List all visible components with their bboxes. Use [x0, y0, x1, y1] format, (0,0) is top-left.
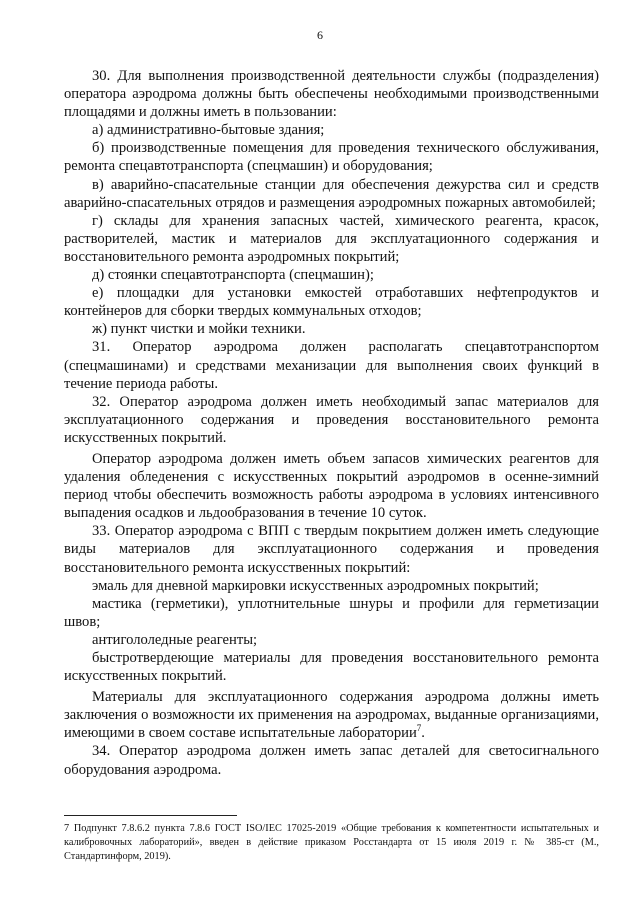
paragraph-34: 34. Оператор аэродрома должен иметь запас деталей для светосигнального оборудования аэродрома.: [64, 743, 599, 778]
material-item-fastset: быстротвердеющие материалы для проведения восстановительного ремонта искусственных покрытий.: [64, 650, 599, 685]
list-item-a: а) административно-бытовые здания;: [92, 122, 325, 139]
paragraph-33: 33. Оператор аэродрома с ВПП с твердым покрытием должен иметь следующие виды материалов для эксплуатационного содержания и проведения восстановительного ремонта искусственных покрытий:: [64, 523, 599, 576]
material-item-antiice: антигололедные реагенты;: [92, 631, 258, 648]
list-item-v: в) аварийно-спасательные станции для обеспечения дежурства сил и средств аварийно-спасательных отрядов и размещения аэродромных пожарных автомобилей;: [64, 176, 599, 211]
footnote-divider: [64, 815, 237, 816]
material-item-enamel: эмаль для дневной маркировки искусственных аэродромных покрытий;: [92, 577, 539, 594]
page-number: 6: [317, 28, 323, 42]
list-item-g: г) склады для хранения запасных частей, химического реагента, красок, растворителей, мастик и материалов для эксплуатационного содержания и восстановительного ремонта аэродромных покрытий;: [64, 212, 599, 265]
paragraph-33-conclusions: Материалы для эксплуатационного содержания аэродрома должны иметь заключения о возможности их применения на аэродромах, выданные организациями, имеющими в своем составе испытательные лаборатории$^7$.: [64, 689, 599, 742]
document-body: [64, 67, 599, 779]
paragraph-33-conclusions-text: Материалы для эксплуатационного содержания аэродрома должны иметь заключения о возможности их применения на аэродромах, выданные организациями, имеющими в своем составе испытательные лаборатории: [64, 689, 599, 742]
list-item-b: б) производственные помещения для проведения технического обслуживания, ремонта спецавтотранспорта (спецмашин) и оборудования;: [64, 140, 599, 175]
footnote-reference: 7: [416, 723, 422, 734]
list-item-zh: ж) пункт чистки и мойки техники.: [92, 321, 306, 338]
paragraph-31: 31. Оператор аэродрома должен располагать спецавтотранспортом (спецмашинами) и средствами механизации для выполнения своих функций в течение периода работы.: [64, 339, 599, 392]
list-item-e: е) площадки для установки емкостей отработавших нефтепродуктов и контейнеров для сборки твердых коммунальных отходов;: [64, 285, 599, 320]
material-item-mastic: мастика (герметики), уплотнительные шнуры и профили для герметизации швов;: [64, 595, 599, 630]
paragraph-30: 30. Для выполнения производственной деятельности службы (подразделения) оператора аэродрома должны быть обеспечены необходимыми производственными площадями и должны иметь в пользовании:: [64, 68, 599, 121]
list-item-d: д) стоянки спецавтотранспорта (спецмашин);: [92, 267, 374, 284]
footnote-text: 7 Подпункт 7.8.6.2 пункта 7.8.6 ГОСТ ISO/IEC 17025-2019 «Общие требования к компетентности испытательных и калибровочных лабораторий», введен в действие приказом Росстандарта от 15 июля 2019 г. № 385-ст (М., Стандартинформ, 2019).: [64, 823, 599, 862]
paragraph-32: 32. Оператор аэродрома должен иметь необходимый запас материалов для эксплуатационного содержания и проведения восстановительного ремонта искусственных покрытий.: [64, 393, 599, 446]
paragraph-32-reagents: Оператор аэродрома должен иметь объем запасов химических реагентов для удаления обледенения с искусственных покрытий аэродромов в осенне-зимний период чтобы обеспечить возможность работы аэродрома в условиях интенсивного выпадения осадков и льдообразования в течение 10 суток.: [64, 450, 599, 522]
